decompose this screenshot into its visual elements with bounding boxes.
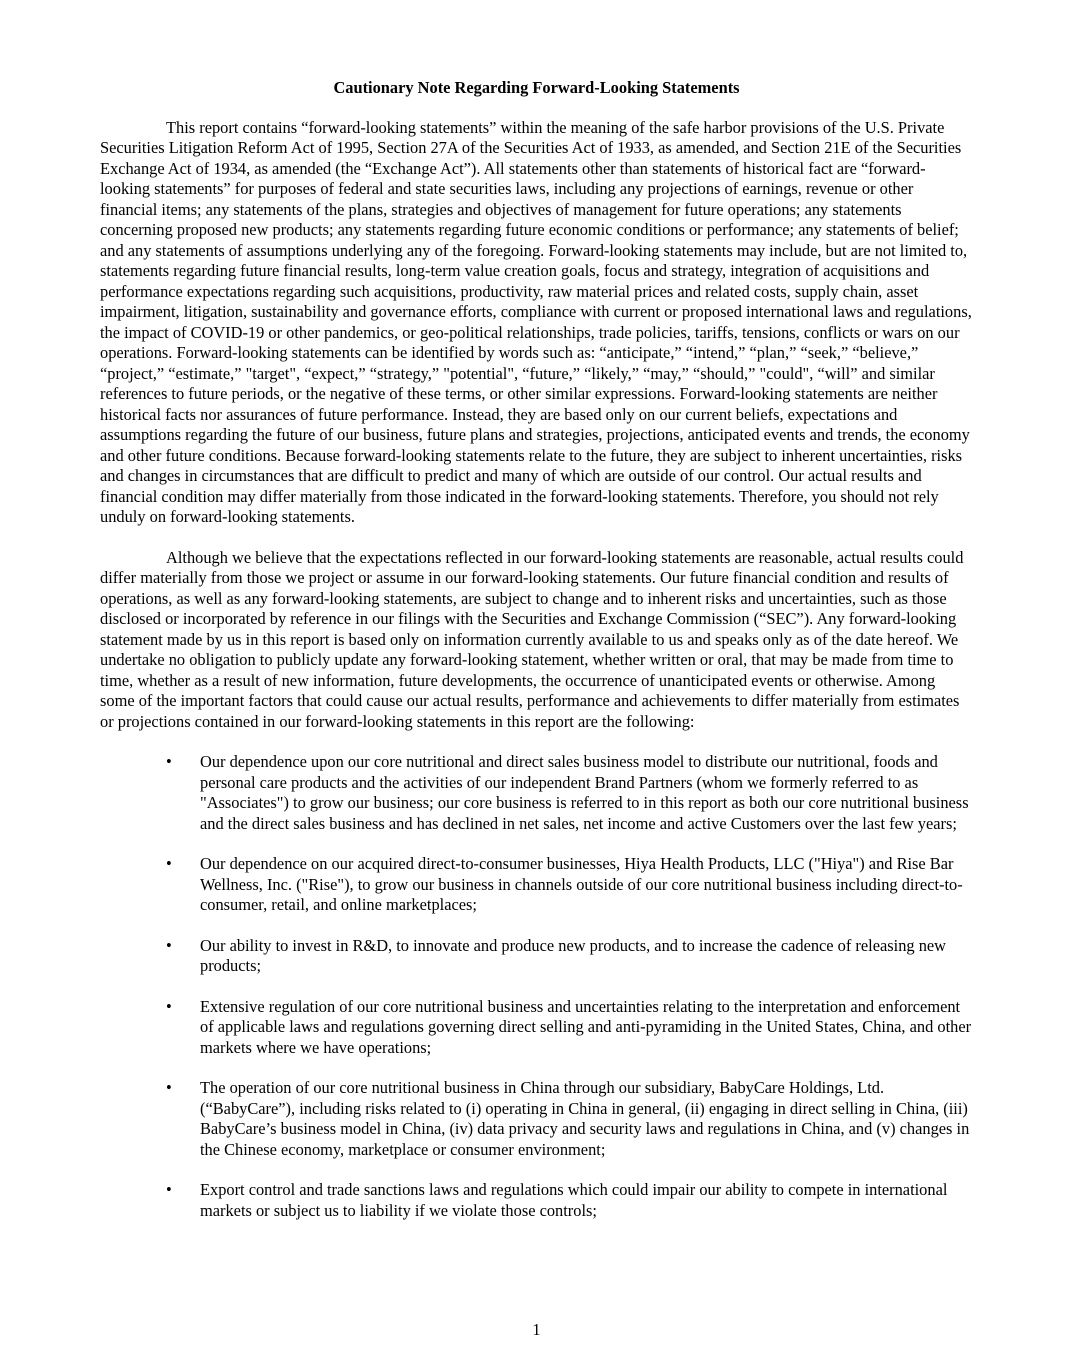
list-item — [100, 854, 973, 916]
list-item — [100, 936, 973, 977]
paragraph-forward-looking-definition: This report contains “forward-looking statements” within the meaning of the safe harbor provisions of the U.S. Private Securities Litigation Reform Act of 1995, Section 27A of the Securities Act of 1933, as amended, and Section 21E of the Securities Exchange Act of 1934, as amended (the “Exchange Act”). All statements other than statements of historical fact are “forward-looking statements” for purposes of federal and state securities laws, including any projections of earnings, revenue or other financial items; any statements of the plans, strategies and objectives of management for future operations; any statements concerning proposed new products; any statements regarding future economic conditions or performance; any statements of belief; and any statements of assumptions underlying any of the foregoing. Forward-looking statements may include, but are not limited to, statements regarding future financial results, long-term value creation goals, focus and strategy, integration of acquisitions and performance expectations regarding such acquisitions, productivity, raw material prices and related costs, supply chain, asset impairment, litigation, sustainability and governance efforts, compliance with current or proposed international laws and regulations, the impact of COVID-19 or other pandemics, or geo-political relationships, trade policies, tariffs, tensions, conflicts or wars on our operations. Forward-looking statements can be identified by words such as: “anticipate,” “intend,” “plan,” “seek,” “believe,” “project,” “estimate,” "target", “expect,” “strategy,” "potential", “future,” “likely,” “may,” “should,” "could", “will” and similar references to future periods, or the negative of these terms, or other similar expressions. Forward-looking statements are neither historical facts nor assurances of future performance. Instead, they are based only on our current beliefs, expectations and assumptions regarding the future of our business, future plans and strategies, projections, anticipated events and trends, the economy and other future conditions. Because forward-looking statements relate to the future, they are subject to inherent uncertainties, risks and changes in circumstances that are difficult to predict and many of which are outside of our control. Our actual results and financial condition may differ materially from those indicated in the forward-looking statements. Therefore, you should not rely unduly on forward-looking statements. — [100, 117, 972, 526]
list-item-text: Extensive regulation of our core nutritional business and uncertainties relating to the interpretation and enforcement of applicable laws and regulations governing direct selling and anti-pyramiding in the United States, China, and other markets where we have operations; — [200, 996, 972, 1057]
list-item — [100, 997, 973, 1059]
list-item — [100, 752, 973, 834]
bullet-icon: • — [166, 1180, 172, 1199]
risk-factors-list — [100, 752, 973, 1221]
bullet-icon: • — [166, 935, 172, 955]
list-item-text: The operation of our core nutritional business in China through our subsidiary, BabyCare Holdings, Ltd. (“BabyCare”), including risks related to (i) operating in China in general, (ii) engaging in direct selling in China, (iii) BabyCare’s business model in China, (iv) data privacy and security laws and regulations in China, and (v) changes in the Chinese economy, marketplace or consumer environment; — [200, 1078, 970, 1159]
bullet-icon: • — [166, 854, 172, 873]
list-item-text: Export control and trade sanctions laws and regulations which could impair our ability to compete in international markets or subject us to liability if we violate those controls; — [200, 1180, 948, 1220]
bullet-icon: • — [166, 752, 172, 771]
paragraph-expectations-disclaimer: Although we believe that the expectations reflected in our forward-looking statements are reasonable, actual results could differ materially from those we project or assume in our forward-looking statements. Our future financial condition and results of operations, as well as any forward-looking statements, are subject to change and to inherent risks and uncertainties, such as those disclosed or incorporated by reference in our filings with the Securities and Exchange Commission (“SEC”). Any forward-looking statement made by us in this report is based only on information currently available to us and speaks only as of the date hereof. We undertake no obligation to publicly update any forward-looking statement, whether written or oral, that may be made from time to time, whether as a result of new information, future developments, the occurrence of unanticipated events or otherwise. Among some of the important factors that could cause our actual results, performance and achievements to differ materially from estimates or projections contained in our forward-looking statements in this report are the following: — [100, 547, 964, 731]
page-number: 1 — [532, 1319, 541, 1339]
list-item — [100, 1078, 973, 1160]
page-title: Cautionary Note Regarding Forward-Looking Statements — [333, 78, 740, 97]
list-item-text: Our ability to invest in R&D, to innovate and produce new products, and to increase the cadence of releasing new products; — [200, 935, 946, 975]
list-item-text: Our dependence on our acquired direct-to-consumer businesses, Hiya Health Products, LLC ("Hiya") and Rise Bar Wellness, Inc. ("Rise"), to grow our business in channels outside of our core nutritional business including direct-to-consumer, retail, and online marketplaces; — [200, 854, 963, 914]
bullet-icon: • — [166, 1078, 172, 1097]
list-item — [100, 1180, 973, 1221]
bullet-icon: • — [166, 996, 172, 1016]
list-item-text: Our dependence upon our core nutritional and direct sales business model to distribute our nutritional, foods and personal care products and the activities of our independent Brand Partners (whom we formerly referred to as "Associates") to grow our business; our core business is referred to in this report as both our core nutritional business and the direct sales business and has declined in net sales, net income and active Customers over the last few years; — [200, 752, 969, 833]
